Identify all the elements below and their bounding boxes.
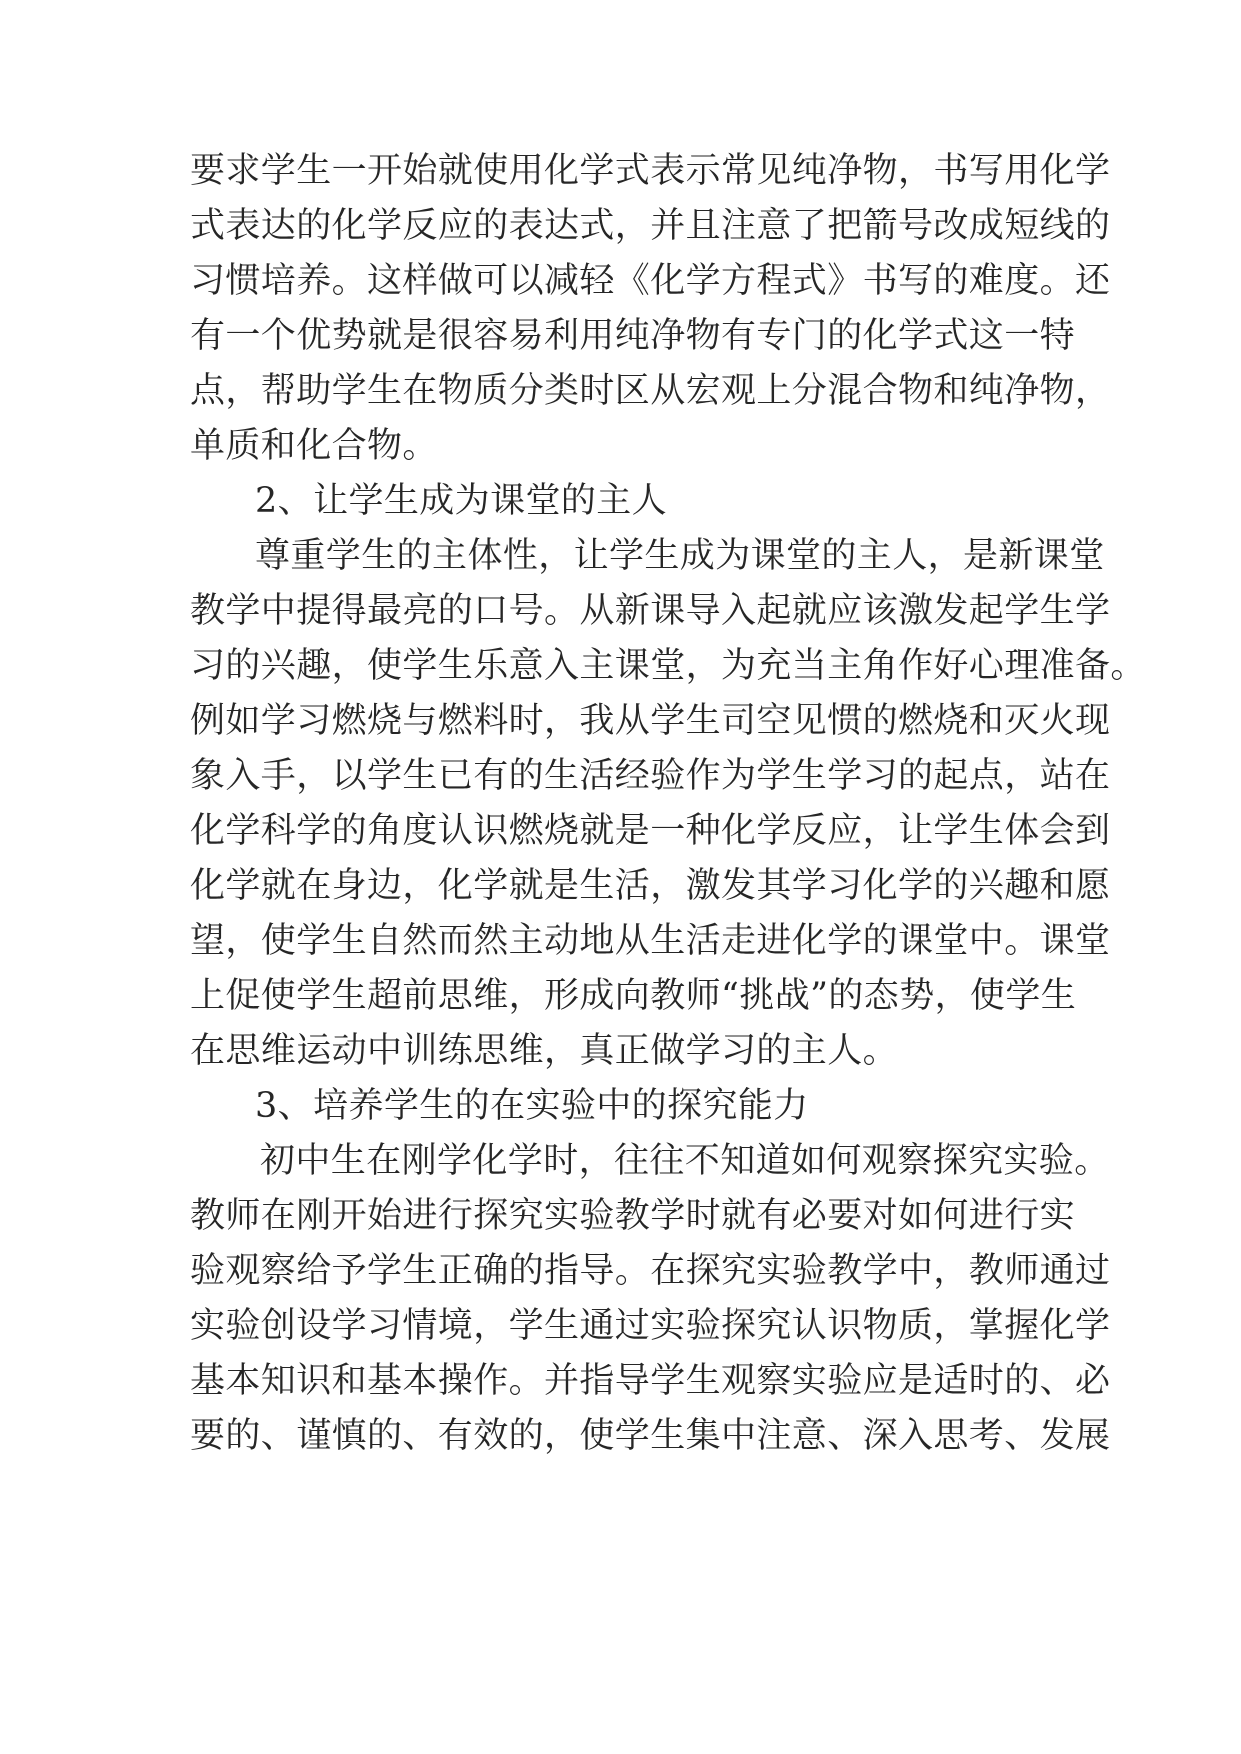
text-line: 望，使学生自然而然主动地从生活走进化学的课堂中。课堂: [190, 921, 1111, 961]
text-line: 教学中提得最亮的口号。从新课导入起就应该激发起学生学: [190, 591, 1111, 631]
text-line: 上促使学生超前思维，形成向教师“挑战”的态势，使学生: [190, 976, 1077, 1016]
text-line: 尊重学生的主体性，让学生成为课堂的主人，是新课堂: [255, 536, 1105, 576]
text-line: 实验创设学习情境，学生通过实验探究认识物质，掌握化学: [190, 1306, 1111, 1346]
section-heading: 2、让学生成为课堂的主人: [255, 481, 668, 521]
text-line: 习惯培养。这样做可以减轻《化学方程式》书写的难度。还: [190, 261, 1111, 301]
text-line: 点，帮助学生在物质分类时区从宏观上分混合物和纯净物，: [190, 371, 1111, 411]
text-line: 在思维运动中训练思维，真正做学习的主人。: [190, 1031, 899, 1071]
text-line: 要求学生一开始就使用化学式表示常见纯净物，书写用化学: [190, 151, 1111, 191]
text-line: 初中生在刚学化学时，往往不知道如何观察探究实验。: [260, 1141, 1110, 1181]
text-line: 验观察给予学生正确的指导。在探究实验教学中，教师通过: [190, 1251, 1111, 1291]
section-heading: 3、培养学生的在实验中的探究能力: [255, 1086, 809, 1126]
text-line: 式表达的化学反应的表达式，并且注意了把箭号改成短线的: [190, 206, 1111, 246]
text-line: 要的、谨慎的、有效的，使学生集中注意、深入思考、发展: [190, 1416, 1111, 1456]
text-line: 单质和化合物。: [190, 426, 438, 466]
text-line: 化学就在身边，化学就是生活，激发其学习化学的兴趣和愿: [190, 866, 1111, 906]
text-line: 有一个优势就是很容易利用纯净物有专门的化学式这一特: [190, 316, 1076, 356]
text-line: 习的兴趣，使学生乐意入主课堂，为充当主角作好心理准备。: [190, 646, 1146, 686]
text-line: 象入手，以学生已有的生活经验作为学生学习的起点，站在: [190, 756, 1111, 796]
text-line: 基本知识和基本操作。并指导学生观察实验应是适时的、必: [190, 1361, 1111, 1401]
text-line: 教师在刚开始进行探究实验教学时就有必要对如何进行实: [190, 1196, 1076, 1236]
text-line: 例如学习燃烧与燃料时，我从学生司空见惯的燃烧和灭火现: [190, 701, 1111, 741]
text-line: 化学科学的角度认识燃烧就是一种化学反应，让学生体会到: [190, 811, 1111, 851]
